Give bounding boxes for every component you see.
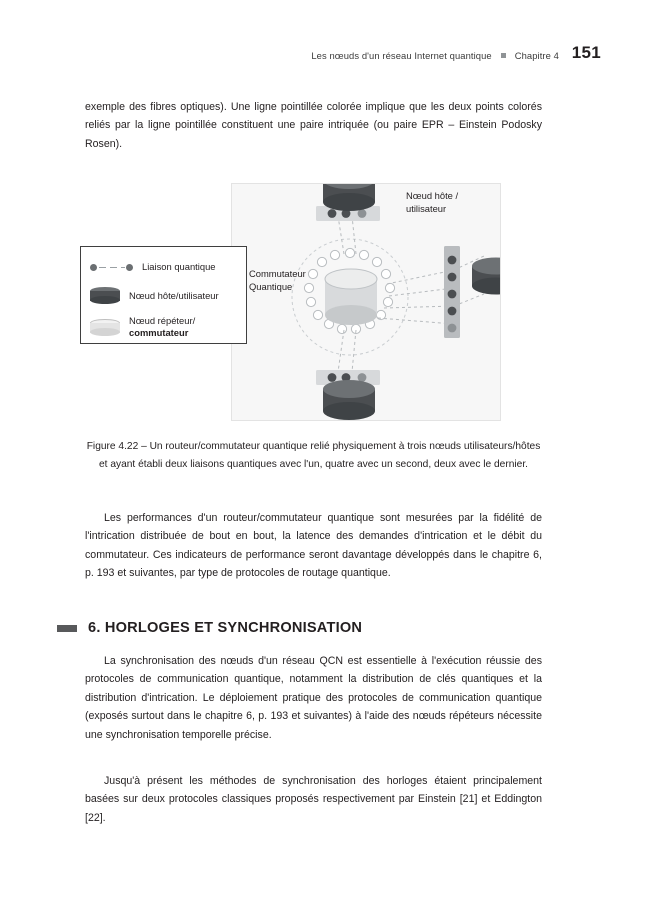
legend-label-host-node: Nœud hôte/utilisateur [129,289,219,301]
figure-diagram [232,184,500,420]
section-heading-text: 6. HORLOGES ET SYNCHRONISATION [88,620,363,636]
bottom-host-node [323,380,375,420]
top-host-node [323,184,375,211]
paragraph-block-top [85,98,542,153]
paragraph-top: exemple des fibres optiques). Une ligne pointillée colorée implique que les deux points colorés reliés par la ligne pointillée constituent une paire intriquée (ou paire EPR – Einstein Podosky Rosen). [85,101,542,150]
legend-item-host-node [90,287,219,304]
legend-label-quantum-link: Liaison quantique [142,261,216,272]
repeater-node-icon [90,319,120,336]
paragraph-block-sync-1 [85,652,542,744]
running-head [311,50,559,61]
legend-item-quantum-link [90,261,216,273]
paragraph-block-sync-2 [85,772,542,827]
section-heading [57,620,362,636]
figure-caption: Figure 4.22 – Un routeur/commutateur quantique relié physiquement à trois nœuds utilisateurs/hôtes et ayant établi deux liaisons quantiques avec l'un, quatre avec un second, deux avec le dernier. [86,441,541,471]
paragraph-sync-1: La synchronisation des nœuds d'un réseau QCN est essentielle à l'exécution réussie des protocoles de communication quantique, notamment la distribution de clés quantiques et la distribution d'intrication. Le déploiement pratique des protocoles de communication quantique (exposés surtout dans le chapitre 6, p. 193 et suivantes) à l'aide des nœuds répéteurs nécessite une synchronisation temporelle précise. [85,655,542,741]
right-host-node [472,258,500,295]
legend-label-repeater-node: Nœud répéteur/ commutateur [129,315,196,338]
heading-bar-icon [57,625,77,632]
figure-legend [80,246,247,344]
figure-label-switch: Commutateur Quantique [249,268,306,292]
figure-label-host-node: Nœud hôte / utilisateur [406,190,459,214]
paragraph-sync-2: Jusqu'à présent les méthodes de synchronisation des horloges étaient principalement basées sur deux protocoles classiques proposés respectivement par Einstein [21] et Eddington [22]. [85,775,542,824]
legend-item-repeater-node [90,315,195,339]
central-switch-cylinder [325,269,377,325]
running-head-chapter: Chapitre 4 [514,50,559,61]
paragraph-after-figure: Les performances d'un routeur/commutateur quantique sont mesurées par la fidélité de l'intrication distribuée de bout en bout, la latence des demandes d'intrication et le débit du commutateur. Ces indicateurs de performance seront davantage développés dans le chapitre 6, p. 193 et suivantes, par type de protocoles de routage quantique. [85,512,542,580]
square-bullet-icon [501,53,506,58]
running-head-title: Les nœuds d'un réseau Internet quantique [311,50,492,61]
paragraph-block-after-figure [85,509,542,583]
page-number: 151 [571,43,601,62]
figure-canvas [231,183,501,421]
quantum-link-icon [90,262,133,272]
host-node-icon [90,287,120,304]
